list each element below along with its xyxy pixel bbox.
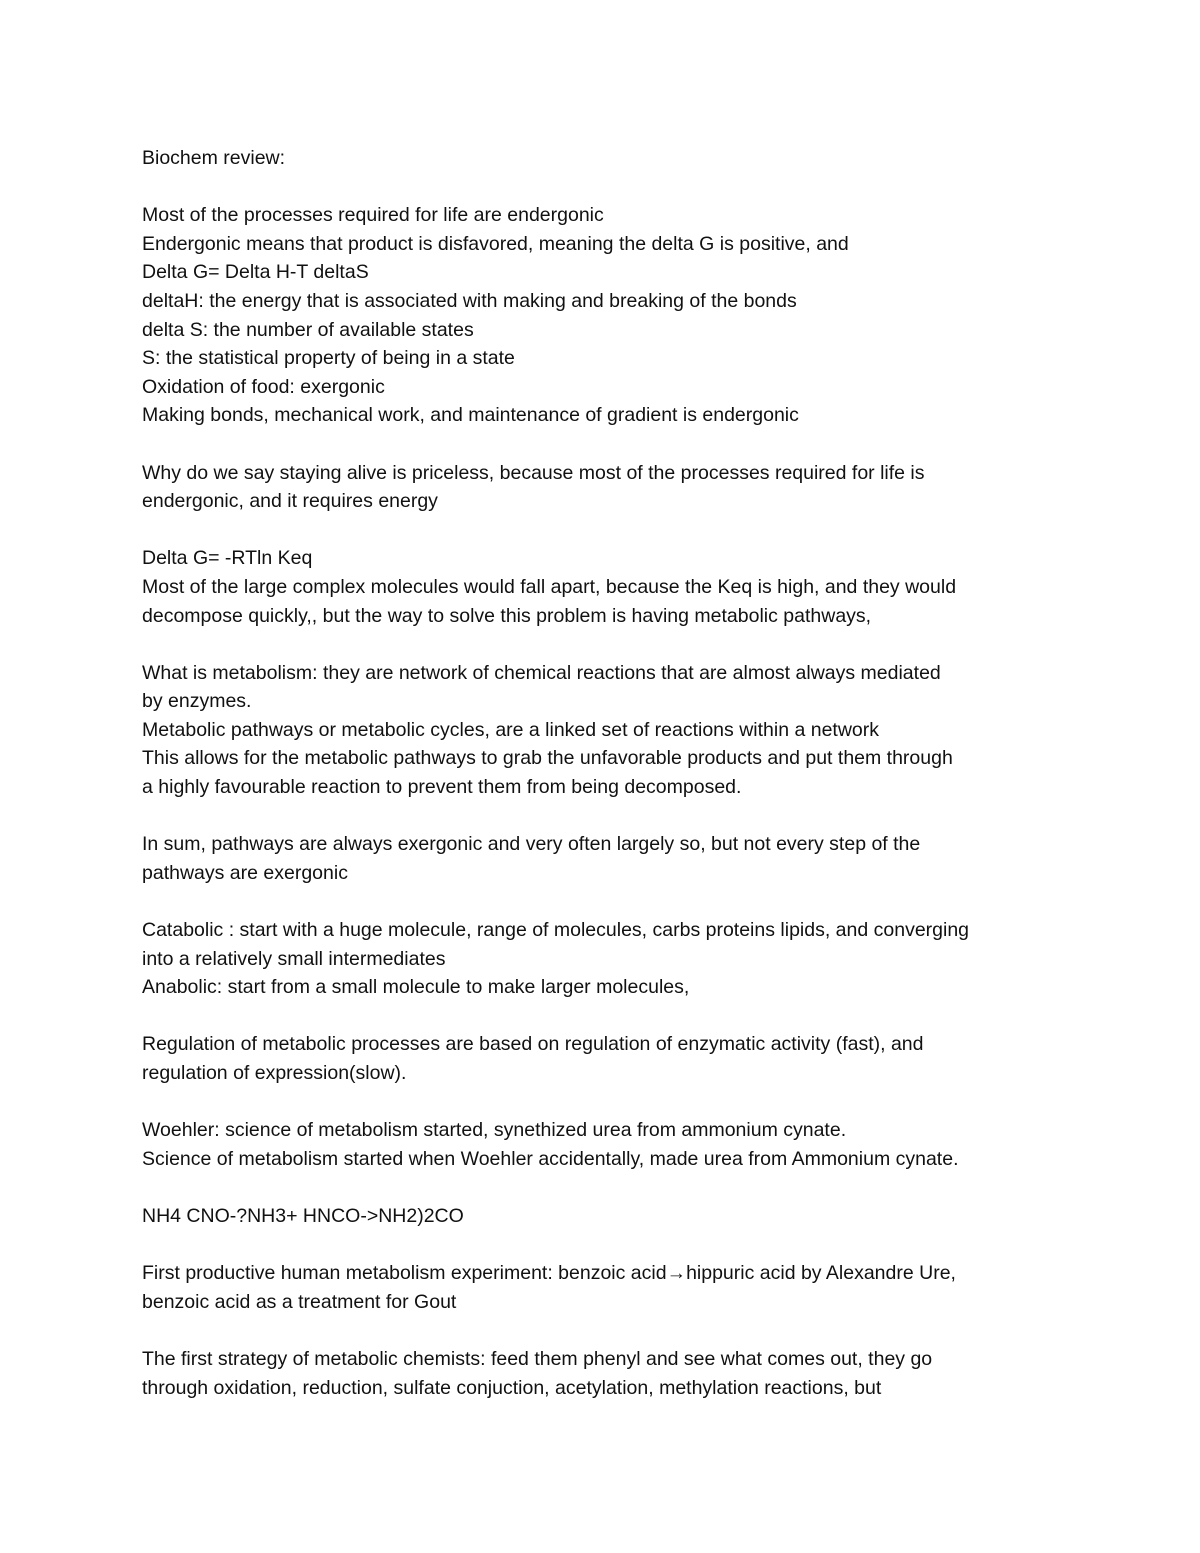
text-line: Woehler: science of metabolism started, synethized urea from ammonium cynate.: [142, 1119, 847, 1142]
text-line: Endergonic means that product is disfavored, meaning the delta G is positive, and: [142, 232, 849, 255]
text-line: Most of the processes required for life are endergonic: [142, 204, 604, 227]
text-line: This allows for the metabolic pathways to grab the unfavorable products and put them through: [142, 747, 953, 770]
text-line: endergonic, and it requires energy: [142, 490, 438, 513]
text-line: [142, 887, 1062, 916]
text-line: decompose quickly,, but the way to solve this problem is having metabolic pathways,: [142, 604, 872, 627]
text-line: Regulation of metabolic processes are based on regulation of enzymatic activity (fast), and: [142, 1033, 924, 1056]
text-line: [142, 802, 1062, 831]
text-line: Metabolic pathways or metabolic cycles, are a linked set of reactions within a network: [142, 718, 880, 741]
text-line: Science of metabolism started when Woehler accidentally, made urea from Ammonium cynate.: [142, 1147, 959, 1170]
text-line: [142, 1088, 1062, 1117]
text-line: regulation of expression(slow).: [142, 1062, 407, 1084]
text-line: a highly favourable reaction to prevent them from being decomposed.: [142, 776, 742, 799]
text-line: pathways are exergonic: [142, 861, 348, 884]
text-line: The first strategy of metabolic chemists: feed them phenyl and see what comes out, they go: [142, 1347, 933, 1370]
text-line: deltaH: the energy that is associated with making and breaking of the bonds: [142, 289, 797, 312]
text-line: [142, 173, 1062, 202]
text-line: [142, 516, 1062, 545]
text-line: [142, 630, 1062, 659]
text-line: Why do we say staying alive is priceless, because most of the processes required for life is: [142, 461, 925, 484]
text-line: [142, 1231, 1062, 1260]
text-line: What is metabolism: they are network of chemical reactions that are almost always mediated: [142, 661, 941, 684]
text-line: [142, 1316, 1062, 1345]
document-title: Biochem review:: [142, 147, 286, 169]
text-line: S: the statistical property of being in a state: [142, 347, 515, 370]
text-line: through oxidation, reduction, sulfate conjuction, acetylation, methylation reactions, but: [142, 1376, 882, 1399]
text-line: In sum, pathways are always exergonic and very often largely so, but not every step of the: [142, 833, 921, 856]
text-line: Catabolic : start with a huge molecule, range of molecules, carbs proteins lipids, and converging: [142, 919, 970, 942]
text-line: Delta G= -RTln Keq: [142, 547, 313, 570]
text-line: into a relatively small intermediates: [142, 947, 446, 970]
text-line: benzoic acid as a treatment for Gout: [142, 1290, 457, 1313]
text-line: [142, 430, 1062, 459]
text-line: First productive human metabolism experiment: benzoic acid→hippuric acid by Alexandre Ure,: [142, 1262, 956, 1285]
text-line: delta S: the number of available states: [142, 318, 474, 341]
text-line: Oxidation of food: exergonic: [142, 375, 385, 398]
text-line: Anabolic: start from a small molecule to make larger molecules,: [142, 976, 690, 999]
text-line: Most of the large complex molecules would fall apart, because the Keq is high, and they would: [142, 575, 957, 598]
text-line: Delta G= Delta H-T deltaS: [142, 261, 369, 284]
text-line: by enzymes.: [142, 690, 252, 713]
text-line: Making bonds, mechanical work, and maintenance of gradient is endergonic: [142, 404, 799, 427]
text-line: NH4 CNO-?NH3+ HNCO->NH2)2CO: [142, 1204, 464, 1227]
text-line: [142, 1002, 1062, 1031]
document-body: [142, 144, 1062, 1402]
text-line: [142, 1173, 1062, 1202]
